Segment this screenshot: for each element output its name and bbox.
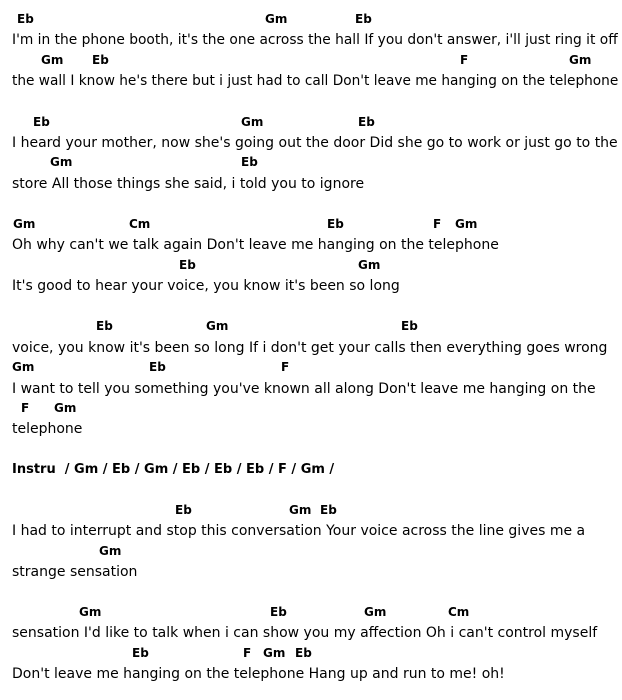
chord-label: Gm xyxy=(455,217,478,231)
chord-label: Gm xyxy=(13,217,36,231)
chord-label: Cm xyxy=(448,605,470,619)
chord-label: Eb xyxy=(295,646,312,660)
chord-line xyxy=(0,216,622,234)
chord-line xyxy=(0,318,622,336)
chord-label: Eb xyxy=(358,115,375,129)
lyric-text: voice, you know it's been so long If i don't get your calls then everything goes wrong xyxy=(12,340,608,356)
chord-label: Gm xyxy=(241,115,264,129)
chord-label: Eb xyxy=(149,360,166,374)
chord-label: F xyxy=(243,646,252,660)
lyric-text: It's good to hear your voice, you know it's been so long xyxy=(12,278,400,294)
lyric-line xyxy=(0,665,622,683)
lyric-line xyxy=(0,420,622,438)
chord-line xyxy=(0,257,622,275)
chord-label: Eb xyxy=(17,12,34,26)
chord-label: Gm xyxy=(265,12,288,26)
chord-line xyxy=(0,154,622,172)
lyric-line xyxy=(0,175,622,193)
chord-label: Gm xyxy=(289,503,312,517)
lyric-line xyxy=(0,380,622,398)
chord-label: Eb xyxy=(327,217,344,231)
chord-label: F xyxy=(460,53,469,67)
chord-line xyxy=(0,114,622,132)
lyric-text: store All those things she said, i told you to ignore xyxy=(12,176,365,192)
chord-label: F xyxy=(433,217,442,231)
chord-label: F xyxy=(21,401,30,415)
chord-label: Eb xyxy=(320,503,337,517)
chord-label: Eb xyxy=(175,503,192,517)
chord-label: Eb xyxy=(96,319,113,333)
chord-label: Cm xyxy=(129,217,151,231)
chord-label: Gm xyxy=(206,319,229,333)
lyric-text: telephone xyxy=(12,421,83,437)
chord-label: Gm xyxy=(358,258,381,272)
lyric-text: the wall I know he's there but i just had to call Don't leave me hanging on the telephone xyxy=(12,73,619,89)
lyric-line xyxy=(0,236,622,254)
chord-label: Gm xyxy=(54,401,77,415)
lyric-line xyxy=(0,31,622,49)
chord-label: Gm xyxy=(263,646,286,660)
chord-label: Eb xyxy=(92,53,109,67)
lyric-line xyxy=(0,522,622,540)
lyric-text: sensation I'd like to talk when i can show you my affection Oh i can't control myself xyxy=(12,625,598,641)
lyric-line xyxy=(0,72,622,90)
chord-line xyxy=(0,400,622,418)
lyric-text: Don't leave me hanging on the telephone Hang up and run to me! oh! xyxy=(12,666,505,682)
chord-label: Gm xyxy=(569,53,592,67)
chord-label: Gm xyxy=(364,605,387,619)
chord-label: Gm xyxy=(79,605,102,619)
chord-line xyxy=(0,11,622,29)
chord-line xyxy=(0,543,622,561)
chord-label: Gm xyxy=(41,53,64,67)
lyric-text: I'm in the phone booth, it's the one across the hall If you don't answer, i'll just ring it off xyxy=(12,32,618,48)
chord-label: Eb xyxy=(270,605,287,619)
lyric-line xyxy=(0,134,622,152)
lyric-line xyxy=(0,277,622,295)
chord-label: Eb xyxy=(355,12,372,26)
chord-line xyxy=(0,502,622,520)
chord-label: Eb xyxy=(179,258,196,272)
lyric-line xyxy=(0,339,622,357)
chord-label: Eb xyxy=(132,646,149,660)
chord-label: Eb xyxy=(241,155,258,169)
chord-line xyxy=(0,604,622,622)
lyric-line xyxy=(0,563,622,581)
chord-line xyxy=(0,52,622,70)
instrumental-text: Instru / Gm / Eb / Gm / Eb / Eb / Eb / F / Gm / xyxy=(12,462,335,477)
lyric-text: I heard your mother, now she's going out the door Did she go to work or just go to the xyxy=(12,135,618,151)
chord-label: Gm xyxy=(99,544,122,558)
lyric-line xyxy=(0,624,622,642)
lyric-text: I had to interrupt and stop this conversation Your voice across the line gives me a xyxy=(12,523,586,539)
chord-line xyxy=(0,359,622,377)
chord-label: F xyxy=(281,360,290,374)
lyric-text: strange sensation xyxy=(12,564,138,580)
lyric-text: Oh why can't we talk again Don't leave me hanging on the telephone xyxy=(12,237,499,253)
lyric-text: I want to tell you something you've known all along Don't leave me hanging on the xyxy=(12,381,596,397)
chord-label: Gm xyxy=(12,360,35,374)
chord-line xyxy=(0,645,622,663)
instrumental-line xyxy=(0,461,622,479)
chord-label: Eb xyxy=(33,115,50,129)
chord-label: Gm xyxy=(50,155,73,169)
chord-label: Eb xyxy=(401,319,418,333)
